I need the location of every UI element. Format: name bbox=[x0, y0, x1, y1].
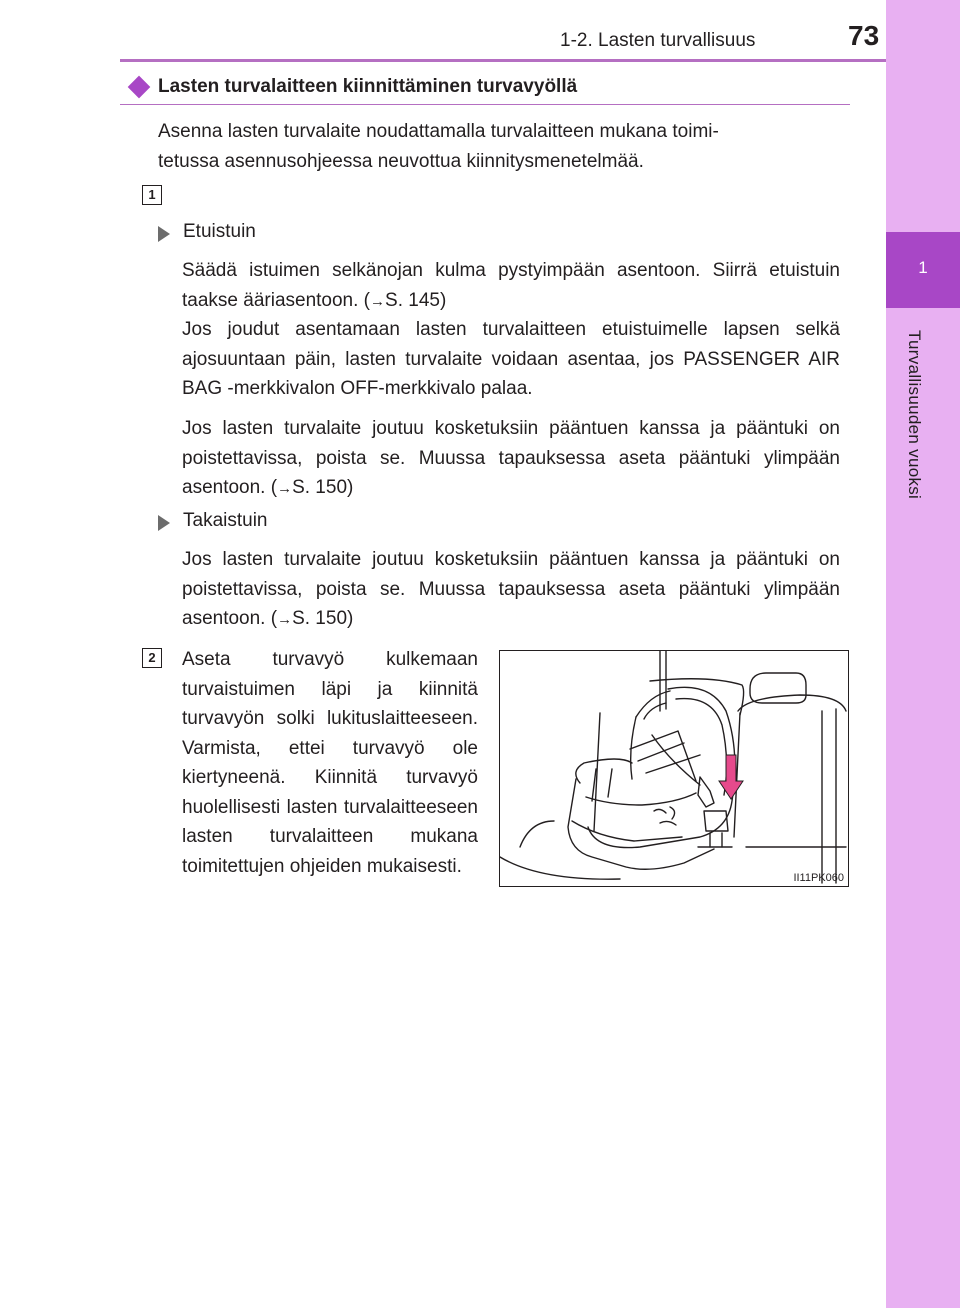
intro-line-1: Asenna lasten turvalaite noudattamalla turvalaitteen mukana toimi- bbox=[158, 121, 719, 142]
front-p3-ref[interactable]: S. 150) bbox=[292, 477, 354, 498]
child-seat-drawing bbox=[500, 651, 847, 885]
illustration-code: II11PK060 bbox=[793, 872, 844, 884]
front-paragraph-3 bbox=[182, 414, 840, 504]
intro-paragraph bbox=[158, 117, 840, 176]
triangle-bullet-icon bbox=[158, 515, 170, 531]
step2-paragraph: Aseta turvavyö kulkemaan turvaistuimen läpi ja kiinnitä turvavyön solki lukituslaitteeseen. Varmista, ettei turvavyö ole kiertyneenä. Kiinnitä turvavyö huolellisesti lasten turvalaitteeseen lasten turvalaitteen mukana toimitettujen ohjeiden mukaisesti. bbox=[182, 649, 478, 877]
intro-line-2: tetussa asennusohjeessa neuvottua kiinnitysmenetelmää. bbox=[158, 150, 644, 172]
header-rule bbox=[120, 59, 886, 62]
headrest-shape bbox=[750, 673, 806, 703]
front-seat-label: Etuistuin bbox=[183, 221, 256, 242]
belt-latch bbox=[698, 777, 714, 807]
step-number-1: 1 bbox=[142, 185, 162, 205]
rear-seat-label: Takaistuin bbox=[183, 510, 268, 531]
chapter-title: Turvallisuuden vuoksi bbox=[905, 330, 924, 500]
rear-p1-text: Jos lasten turvalaite joutuu kosketuksiin pääntuen kanssa ja pääntuki on poistettavissa, poista se. Muussa tapauksessa aseta pääntuki ylimpään asentoon. ( bbox=[182, 549, 840, 629]
arrow-icon: → bbox=[277, 480, 293, 497]
header-section-title: 1-2. Lasten turvallisuus bbox=[560, 30, 756, 51]
pink-arrow-icon bbox=[719, 755, 743, 799]
front-paragraph-1 bbox=[182, 256, 840, 316]
page-number: 73 bbox=[848, 20, 880, 51]
front-p3-text: Jos lasten turvalaite joutuu kosketuksiin pääntuen kanssa ja pääntuki on poistettavissa, poista se. Muussa tapauksessa aseta pääntuki ylimpään asentoon. ( bbox=[182, 418, 840, 498]
triangle-bullet-icon bbox=[158, 226, 170, 242]
rear-p1-ref[interactable]: S. 150) bbox=[292, 608, 354, 629]
arrow-icon: → bbox=[277, 611, 293, 628]
step-number-2: 2 bbox=[142, 648, 162, 668]
heading-rule bbox=[120, 104, 850, 105]
child-seat-illustration bbox=[499, 650, 849, 887]
front-p1-ref[interactable]: S. 145) bbox=[385, 289, 447, 311]
rear-paragraph-1 bbox=[182, 545, 840, 635]
diamond-icon bbox=[128, 76, 151, 99]
front-paragraph-2: Jos joudut asentamaan lasten turvalaitteen etuistuimelle lapsen selkä ajosuuntaan päin, lasten turvalaite voidaan asentaa, jos PASSENGER AIR BAG -merkkivalon OFF-merkkivalo palaa. bbox=[182, 319, 840, 399]
arrow-icon: → bbox=[370, 292, 386, 310]
chapter-number: 1 bbox=[918, 258, 928, 277]
side-tab bbox=[886, 0, 960, 1308]
front-p1-text: Säädä istuimen selkänojan kulma pystyimpään asentoon. Siirrä etuistuin taakse ääriasentoon. ( bbox=[182, 260, 840, 311]
section-heading-text: Lasten turvalaitteen kiinnittäminen turvavyöllä bbox=[158, 76, 578, 97]
chapter-tab[interactable] bbox=[886, 232, 960, 308]
